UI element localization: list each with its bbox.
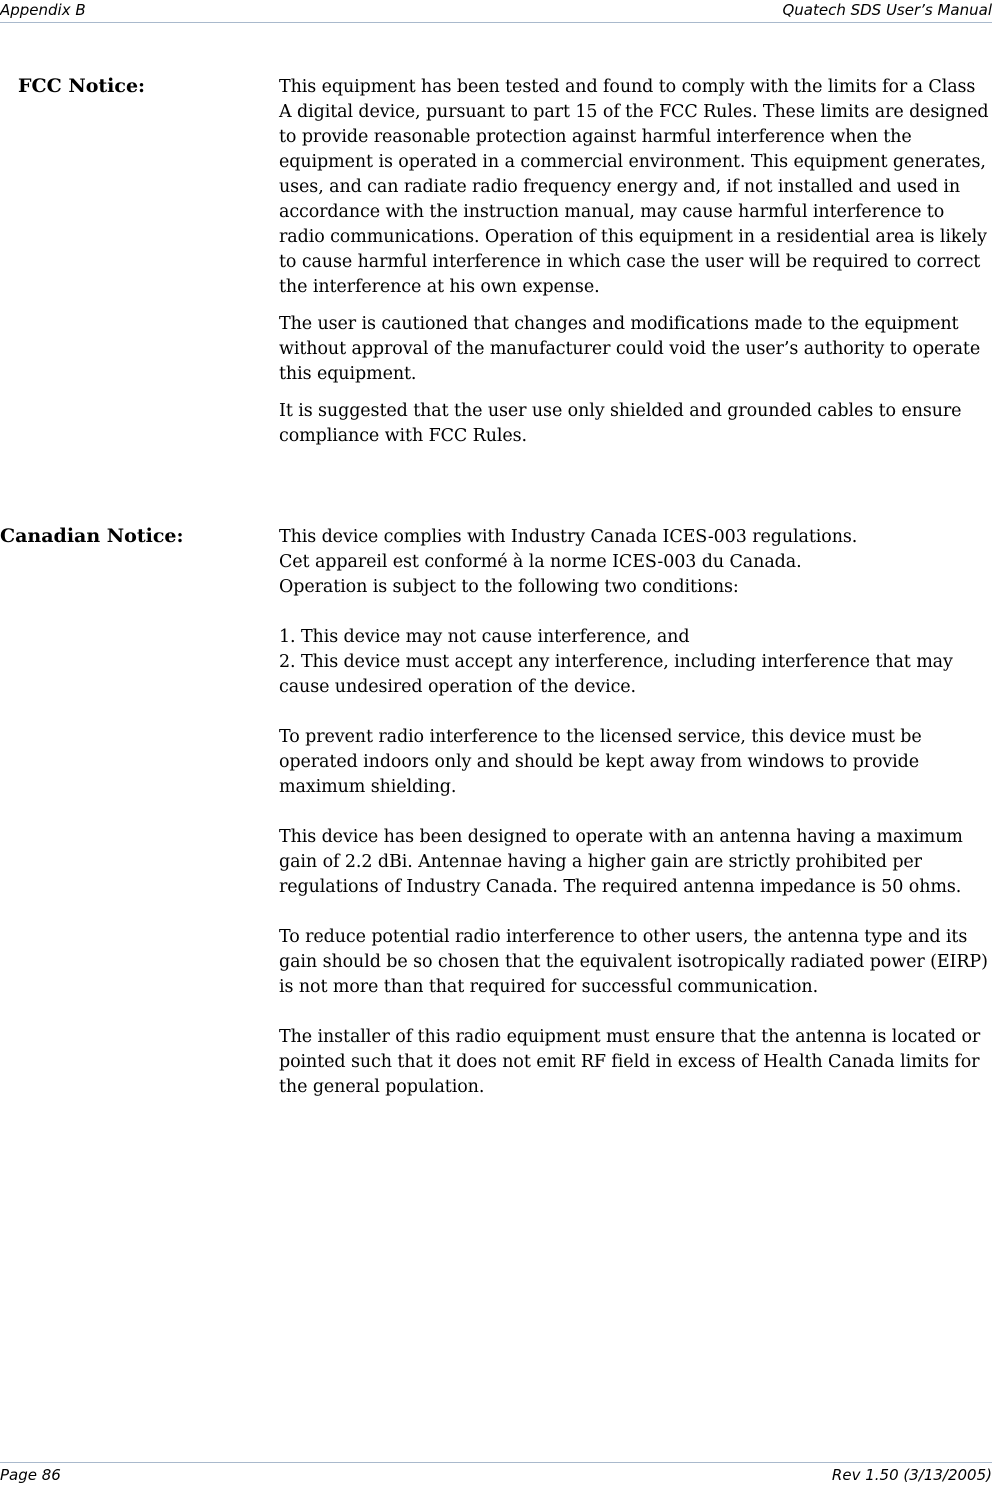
- canadian-notice-label: Canadian Notice:: [0, 525, 184, 547]
- page-footer: [0, 1462, 992, 1485]
- canadian-condition-1: 1. This device may not cause interference, and: [279, 627, 690, 647]
- canadian-notice-body: [279, 525, 991, 1100]
- fcc-notice-body: [279, 75, 991, 461]
- fcc-paragraph-3: It is suggested that the user use only shielded and grounded cables to ensure compliance with FCC Rules.: [279, 401, 962, 446]
- fcc-paragraph-1: This equipment has been tested and found to comply with the limits for a Class A digital device, pursuant to part 15 of the FCC Rules. These limits are designed to provide reasonable protection against harmful interference when the equipment is operated in a commercial environment. This equipment generates, uses, and can radiate radio frequency energy and, if not installed and used in accordance with the instruction manual, may cause harmful interference to radio communications. Operation of this equipment in a residential area is likely to cause harmful interference in which case the user will be required to correct the interference at his own expense.: [279, 77, 989, 297]
- canadian-paragraph-indoors: To prevent radio interference to the licensed service, this device must be operated indoors only and should be kept away from windows to provide maximum shielding.: [279, 727, 922, 797]
- header-section-title: Appendix B: [0, 1, 86, 19]
- fcc-notice-label: FCC Notice:: [18, 75, 146, 97]
- canadian-line-ices: This device complies with Industry Canada ICES-003 regulations.: [279, 527, 858, 547]
- canadian-condition-2: 2. This device must accept any interference, including interference that may cause undesired operation of the device.: [279, 652, 953, 697]
- canadian-paragraph-rf-field: The installer of this radio equipment must ensure that the antenna is located or pointed such that it does not emit RF field in excess of Health Canada limits for the general population.: [279, 1027, 981, 1097]
- footer-page-number: Page 86: [0, 1466, 61, 1484]
- header-manual-title: Quatech SDS User’s Manual: [782, 1, 992, 19]
- footer-revision: Rev 1.50 (3/13/2005): [831, 1466, 992, 1484]
- canadian-line-conditions-intro: Operation is subject to the following two conditions:: [279, 577, 739, 597]
- page-header: [0, 0, 992, 23]
- canadian-line-french: Cet appareil est conformé à la norme ICES-003 du Canada.: [279, 552, 802, 572]
- fcc-paragraph-2: The user is cautioned that changes and modifications made to the equipment without approval of the manufacturer could void the user’s authority to operate this equipment.: [279, 314, 981, 384]
- canadian-paragraph-antenna-gain: This device has been designed to operate with an antenna having a maximum gain of 2.2 dBi. Antennae having a higher gain are strictly prohibited per regulations of Industry Canada. The required antenna impedance is 50 ohms.: [279, 827, 963, 897]
- canadian-paragraph-eirp: To reduce potential radio interference to other users, the antenna type and its gain should be so chosen that the equivalent isotropically radiated power (EIRP) is not more than that required for successful communication.: [279, 927, 988, 997]
